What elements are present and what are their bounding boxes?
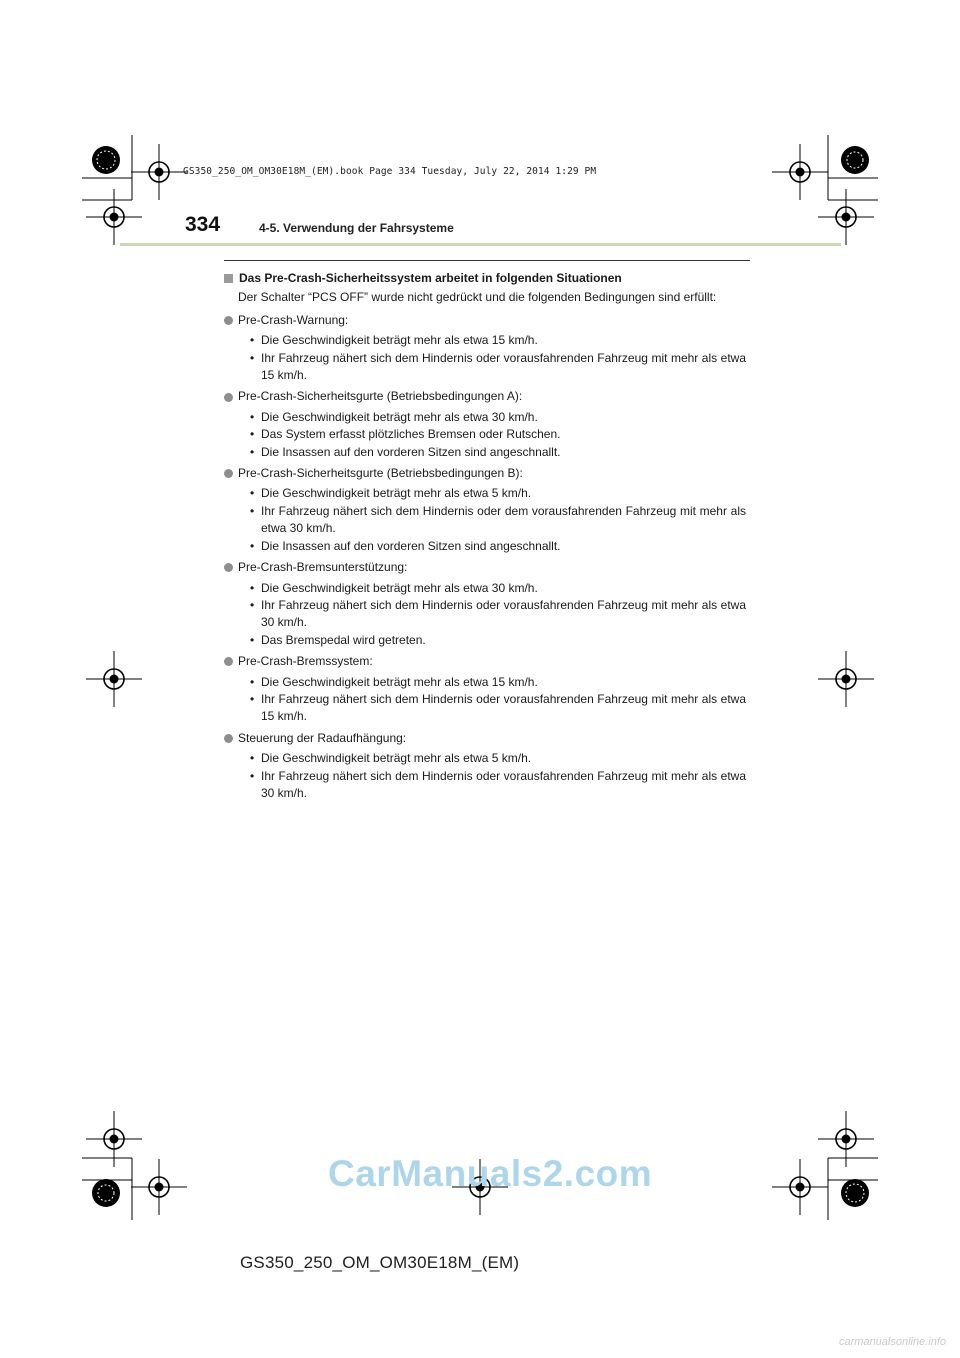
condition-group-title [224,465,746,482]
condition-text: Die Insassen auf den vorderen Sitzen sind angeschnallt. [261,538,561,553]
condition-group [224,559,746,649]
condition-group-title-text: Pre-Crash-Warnung: [238,312,349,327]
header-accent-rule [120,243,841,246]
bullet-mark: • [250,580,255,595]
section-heading [224,270,746,287]
starburst-top-right [841,146,869,174]
condition-text: Die Geschwindigkeit beträgt mehr als etwa 15 km/h. [261,333,538,348]
registration-mark-mid-right [818,651,874,707]
bullet-mark: • [250,768,255,783]
condition-list-item [250,503,746,538]
registration-mark-bottom-right [818,1111,874,1167]
bullet-mark: • [250,674,255,689]
condition-list-item [250,409,746,426]
round-bullet-icon [224,563,233,572]
registration-mark-top-right [818,189,874,245]
registration-mark-bottom-inner-left [131,1159,187,1215]
bullet-mark: • [250,444,255,459]
registration-mark-bottom-inner-right [772,1159,828,1215]
condition-text: Die Geschwindigkeit beträgt mehr als etwa 5 km/h. [261,751,532,766]
condition-text: Ihr Fahrzeug nähert sich dem Hindernis oder vorausfahrenden Fahrzeug mit mehr als etwa 30 km/h. [261,768,746,800]
condition-list-item [250,580,746,597]
bullet-mark: • [250,597,255,612]
condition-text: Das System erfasst plötzliches Bremsen oder Rutschen. [261,427,561,442]
bullet-mark: • [250,538,255,553]
bullet-mark: • [250,333,255,348]
condition-list-item [250,444,746,461]
condition-list-item [250,426,746,443]
condition-group-title [224,730,746,747]
condition-list-item [250,691,746,726]
condition-group-title [224,653,746,670]
bullet-mark: • [250,632,255,647]
condition-list-item [250,350,746,385]
registration-mark-top-inner-right [772,144,828,200]
condition-group-title [224,312,746,329]
bullet-mark: • [250,486,255,501]
condition-text: Die Geschwindigkeit beträgt mehr als etwa 5 km/h. [261,486,532,501]
condition-group-title-text: Pre-Crash-Sicherheitsgurte (Betriebsbedingungen A): [238,389,523,404]
condition-text: Das Bremspedal wird getreten. [261,632,426,647]
section-heading-text: Das Pre-Crash-Sicherheitssystem arbeitet in folgenden Situationen [239,271,622,285]
condition-list [224,580,746,650]
condition-text: Die Geschwindigkeit beträgt mehr als etwa 30 km/h. [261,580,538,595]
section-title: 4-5. Verwendung der Fahrsysteme [259,221,454,235]
print-file-header: GS350_250_OM_OM30E18M_(EM).book Page 334 Tuesday, July 22, 2014 1:29 PM [183,166,597,177]
condition-list-item [250,768,746,803]
page-number: 334 [185,213,221,236]
starburst-bottom-left [92,1179,120,1207]
condition-group-title-text: Pre-Crash-Sicherheitsgurte (Betriebsbedingungen B): [238,466,523,481]
condition-text: Die Insassen auf den vorderen Sitzen sind angeschnallt. [261,444,561,459]
main-content [224,270,746,806]
bullet-mark: • [250,751,255,766]
condition-list-item [250,750,746,767]
watermark-logo: CarManuals2.com [328,1153,653,1194]
condition-list [224,750,746,802]
condition-list-item [250,674,746,691]
condition-group [224,388,746,461]
content-top-rule [224,260,750,261]
condition-group [224,465,746,555]
round-bullet-icon [224,393,233,402]
condition-group-title [224,388,746,405]
square-bullet-icon [224,274,233,283]
condition-text: Ihr Fahrzeug nähert sich dem Hindernis oder vorausfahrenden Fahrzeug mit mehr als etwa 30 km/h. [261,597,746,630]
condition-text: Die Geschwindigkeit beträgt mehr als etwa 30 km/h. [261,409,538,424]
round-bullet-icon [224,316,233,325]
bullet-mark: • [250,691,255,706]
starburst-bottom-right [841,1179,869,1207]
condition-group [224,653,746,726]
condition-groups [224,312,746,803]
footer-site-url: carmanualsonline.info [838,1336,946,1348]
condition-group [224,730,746,803]
bullet-mark: • [250,503,255,518]
footer-document-code: GS350_250_OM_OM30E18M_(EM) [240,1253,520,1272]
round-bullet-icon [224,469,233,478]
condition-text: Ihr Fahrzeug nähert sich dem Hindernis oder vorausfahrenden Fahrzeug mit mehr als etwa 15 km/h. [261,350,746,383]
condition-group-title [224,559,746,576]
condition-list [224,409,746,461]
starburst-top-left [92,146,120,174]
bullet-mark: • [250,427,255,442]
condition-list-item [250,332,746,349]
bullet-mark: • [250,409,255,424]
condition-list-item [250,597,746,632]
condition-text: Die Geschwindigkeit beträgt mehr als etwa 15 km/h. [261,674,538,689]
condition-list [224,485,746,555]
intro-paragraph: Der Schalter “PCS OFF” wurde nicht gedrückt und die folgenden Bedingungen sind erfüllt: [238,290,717,305]
condition-group-title-text: Pre-Crash-Bremsunterstützung: [238,560,408,575]
round-bullet-icon [224,657,233,666]
condition-list-item [250,632,746,649]
condition-group-title-text: Pre-Crash-Bremssystem: [238,654,373,669]
condition-list-item [250,485,746,502]
condition-text: Ihr Fahrzeug nähert sich dem Hindernis oder dem vorausfahrenden Fahrzeug mit mehr als etwa 30 km/h. [261,503,746,536]
condition-group [224,312,746,385]
condition-list-item [250,538,746,555]
registration-mark-mid-left [86,651,142,707]
registration-mark-bottom-left [86,1111,142,1167]
bullet-mark: • [250,350,255,365]
round-bullet-icon [224,734,233,743]
registration-mark-top-inner-left [131,144,187,200]
registration-mark-top-left [86,189,142,245]
condition-list [224,332,746,384]
condition-group-title-text: Steuerung der Radaufhängung: [238,730,407,745]
condition-text: Ihr Fahrzeug nähert sich dem Hindernis oder vorausfahrenden Fahrzeug mit mehr als etwa 15 km/h. [261,691,746,724]
condition-list [224,674,746,726]
